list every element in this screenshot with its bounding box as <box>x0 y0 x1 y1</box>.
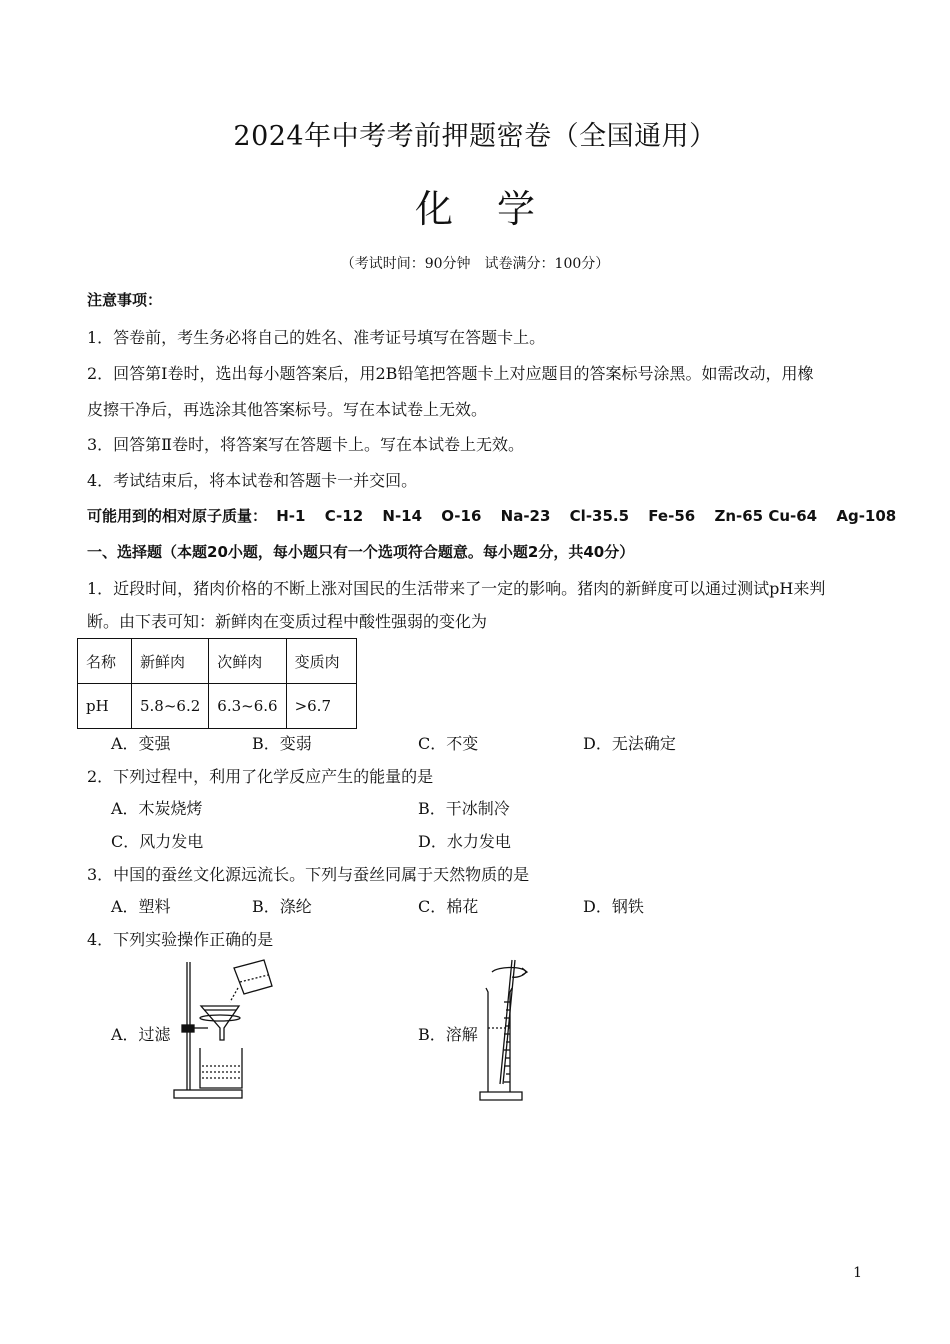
mass-value: Fe-56 <box>648 507 696 525</box>
notice-item: 1．答卷前，考生务必将自己的姓名、准考证号填写在答题卡上。 <box>87 328 546 347</box>
q1-option-b[interactable]: B．变弱 <box>252 734 312 753</box>
subject-title: 化学 <box>414 187 579 231</box>
graduated-cylinder-icon <box>476 958 536 1104</box>
atomic-masses <box>87 505 910 526</box>
question-2-stem: 2．下列过程中，利用了化学反应产生的能量的是 <box>87 767 434 786</box>
q4-option-a[interactable]: A．过滤 <box>111 1025 171 1044</box>
table-cell: 5.8~6.2 <box>132 684 209 729</box>
mass-value: O-16 <box>441 507 482 525</box>
table-row <box>78 684 357 729</box>
mass-value: C-12 <box>324 507 364 525</box>
table-header-cell: 次鲜肉 <box>209 639 286 684</box>
q3-option-c[interactable]: C．棉花 <box>418 897 479 916</box>
question-1-stem-cont: 断。由下表可知：新鲜肉在变质过程中酸性强弱的变化为 <box>87 612 488 631</box>
ph-table <box>77 638 357 729</box>
notice-heading: 注意事项： <box>87 291 163 309</box>
q3-option-d[interactable]: D．钢铁 <box>583 897 644 916</box>
question-4-stem: 4．下列实验操作正确的是 <box>87 930 274 949</box>
mass-value: Zn-65 Cu-64 <box>714 507 818 525</box>
atomic-masses-label: 可能用到的相对原子质量： <box>87 507 268 525</box>
table-header-cell: 变质肉 <box>286 639 356 684</box>
filtration-apparatus-icon <box>168 958 280 1104</box>
question-1-stem: 1．近段时间，猪肉价格的不断上涨对国民的生活带来了一定的影响。猪肉的新鲜度可以通过测试pH来判 <box>87 579 826 598</box>
table-header-cell: 新鲜肉 <box>132 639 209 684</box>
table-cell: 6.3~6.6 <box>209 684 286 729</box>
notice-item: 4．考试结束后，将本试卷和答题卡一并交回。 <box>87 471 418 490</box>
mass-value: N-14 <box>382 507 423 525</box>
q1-option-d[interactable]: D．无法确定 <box>583 734 676 753</box>
notice-item: 3．回答第Ⅱ卷时，将答案写在答题卡上。写在本试卷上无效。 <box>87 435 525 454</box>
table-header-cell: 名称 <box>78 639 132 684</box>
question-3-stem: 3．中国的蚕丝文化源远流长。下列与蚕丝同属于天然物质的是 <box>87 865 530 884</box>
table-cell: pH <box>78 684 132 729</box>
table-cell: >6.7 <box>286 684 356 729</box>
notice-item: 2．回答第Ⅰ卷时，选出每小题答案后，用2B铅笔把答题卡上对应题目的答案标号涂黑。如需改动，用橡 <box>87 364 814 383</box>
q1-option-c[interactable]: C．不变 <box>418 734 479 753</box>
notice-item: 皮擦干净后，再选涂其他答案标号。写在本试卷上无效。 <box>87 400 488 419</box>
q2-option-b[interactable]: B．干冰制冷 <box>418 799 510 818</box>
mass-value: Cl-35.5 <box>569 507 630 525</box>
q3-option-b[interactable]: B．涤纶 <box>252 897 312 916</box>
q3-option-a[interactable]: A．塑料 <box>111 897 171 916</box>
mass-value: Ag-108 <box>836 507 897 525</box>
table-row <box>78 639 357 684</box>
exam-info: （考试时间：90分钟 试卷满分：100分） <box>340 256 610 272</box>
mass-value: H-1 <box>276 507 306 525</box>
mass-value: Na-23 <box>500 507 551 525</box>
q2-option-a[interactable]: A．木炭烧烤 <box>111 799 203 818</box>
q2-option-d[interactable]: D．水力发电 <box>418 832 511 851</box>
q2-option-c[interactable]: C．风力发电 <box>111 832 204 851</box>
q4-option-b[interactable]: B．溶解 <box>418 1025 478 1044</box>
q1-option-a[interactable]: A．变强 <box>111 734 171 753</box>
exam-title: 2024年中考考前押题密卷（全国通用） <box>233 121 717 152</box>
page-number: 1 <box>853 1265 862 1281</box>
section-heading: 一、选择题（本题20小题，每小题只有一个选项符合题意。每小题2分，共40分） <box>87 543 635 561</box>
